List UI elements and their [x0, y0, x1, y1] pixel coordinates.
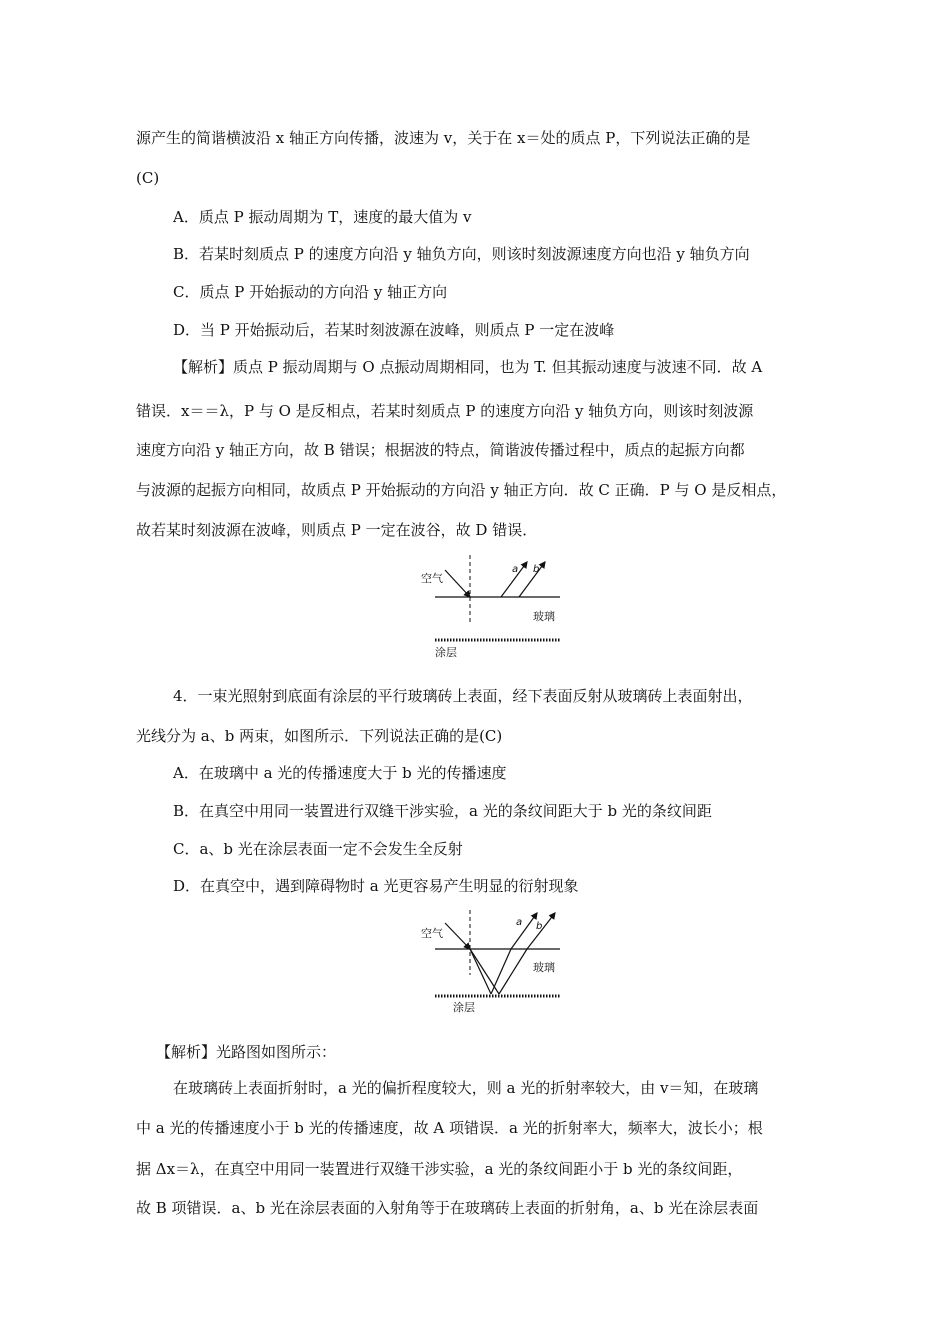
ray-a-label: a: [512, 564, 519, 575]
q3-option-b: B．若某时刻质点 P 的速度方向沿 y 轴负方向，则该时刻波源速度方向也沿 y 轴负方向: [173, 245, 750, 263]
q4-stem-line-2: 光线分为 a、b 两束，如图所示．下列说法正确的是(C): [136, 727, 503, 745]
figure-1-light-path: [415, 550, 575, 662]
incident-ray: [445, 570, 470, 597]
intro-line-1: 源产生的简谐横波沿 x 轴正方向传播，波速为 v，关于在 x＝处的质点 P，下列说法正确的是: [136, 129, 751, 147]
q4-option-a: A．在玻璃中 a 光的传播速度大于 b 光的传播速度: [173, 764, 507, 782]
ray-a-label: a: [516, 917, 523, 928]
figure-2-light-path: [415, 905, 575, 1017]
q4-analysis-line-4: 据 Δx＝λ，在真空中用同一装置进行双缝干涉实验，a 光的条纹间距小于 b 光的条纹间距，: [136, 1160, 743, 1178]
q4-stem-line-1: 4．一束光照射到底面有涂层的平行玻璃砖上表面，经下表面反射从玻璃砖上表面射出，: [173, 687, 753, 705]
q4-option-b: B．在真空中用同一装置进行双缝干涉实验，a 光的条纹间距大于 b 光的条纹间距: [173, 802, 712, 820]
ray-b-label: b: [536, 921, 543, 932]
q3-option-a: A．质点 P 振动周期为 T，速度的最大值为 v: [173, 208, 472, 226]
intro-line-2: (C): [136, 169, 160, 187]
q3-analysis-line-1: 【解析】质点 P 振动周期与 O 点振动周期相同，也为 T. 但其振动速度与波速不同．故 A: [173, 358, 763, 376]
q4-analysis-line-1: 【解析】光路图如图所示：: [156, 1043, 337, 1061]
q3-analysis-line-2: 错误．x＝＝λ，P 与 O 是反相点，若某时刻质点 P 的速度方向沿 y 轴负方向，则该时刻波源: [136, 402, 754, 420]
reflected-ray-b: [499, 949, 527, 994]
ray-b-label: b: [533, 564, 540, 575]
q3-analysis-line-4: 与波源的起振方向相同，故质点 P 开始振动的方向沿 y 轴正方向．故 C 正确．P 与 O 是反相点，: [136, 481, 787, 499]
ray-a-line: [511, 913, 537, 949]
q4-analysis-line-2: 在玻璃砖上表面折射时，a 光的偏折程度较大，则 a 光的折射率较大，由 v＝知，在玻璃: [173, 1079, 759, 1097]
figure-1-coating-label: 涂层: [435, 646, 457, 659]
figure-2-coating-label: 涂层: [453, 1001, 475, 1014]
figure-2-air-label: 空气: [421, 927, 443, 940]
figure-2-glass-label: 玻璃: [533, 961, 555, 974]
q4-option-d: D．在真空中，遇到障碍物时 a 光更容易产生明显的衍射现象: [173, 877, 579, 895]
figure-1-air-label: 空气: [421, 572, 443, 585]
q3-analysis-line-5: 故若某时刻波源在波峰，则质点 P 一定在波谷，故 D 错误．: [136, 521, 538, 539]
q4-analysis-line-3: 中 a 光的传播速度小于 b 光的传播速度，故 A 项错误．a 光的折射率大，频率大，波长小；根: [136, 1119, 763, 1137]
q3-option-d: D．当 P 开始振动后，若某时刻波源在波峰，则质点 P 一定在波峰: [173, 321, 615, 339]
q4-analysis-line-5: 故 B 项错误．a、b 光在涂层表面的入射角等于在玻璃砖上表面的折射角，a、b 光在涂层表面: [136, 1199, 759, 1217]
q4-option-c: C．a、b 光在涂层表面一定不会发生全反射: [173, 840, 463, 858]
figure-1-glass-label: 玻璃: [533, 610, 555, 623]
refracted-ray-a: [470, 949, 491, 994]
incident-ray: [445, 923, 470, 949]
reflected-ray-a: [491, 949, 511, 994]
q3-analysis-line-3: 速度方向沿 y 轴正方向，故 B 错误；根据波的特点，简谐波传播过程中，质点的起振方向都: [136, 441, 745, 459]
q3-option-c: C．质点 P 开始振动的方向沿 y 轴正方向: [173, 283, 448, 301]
